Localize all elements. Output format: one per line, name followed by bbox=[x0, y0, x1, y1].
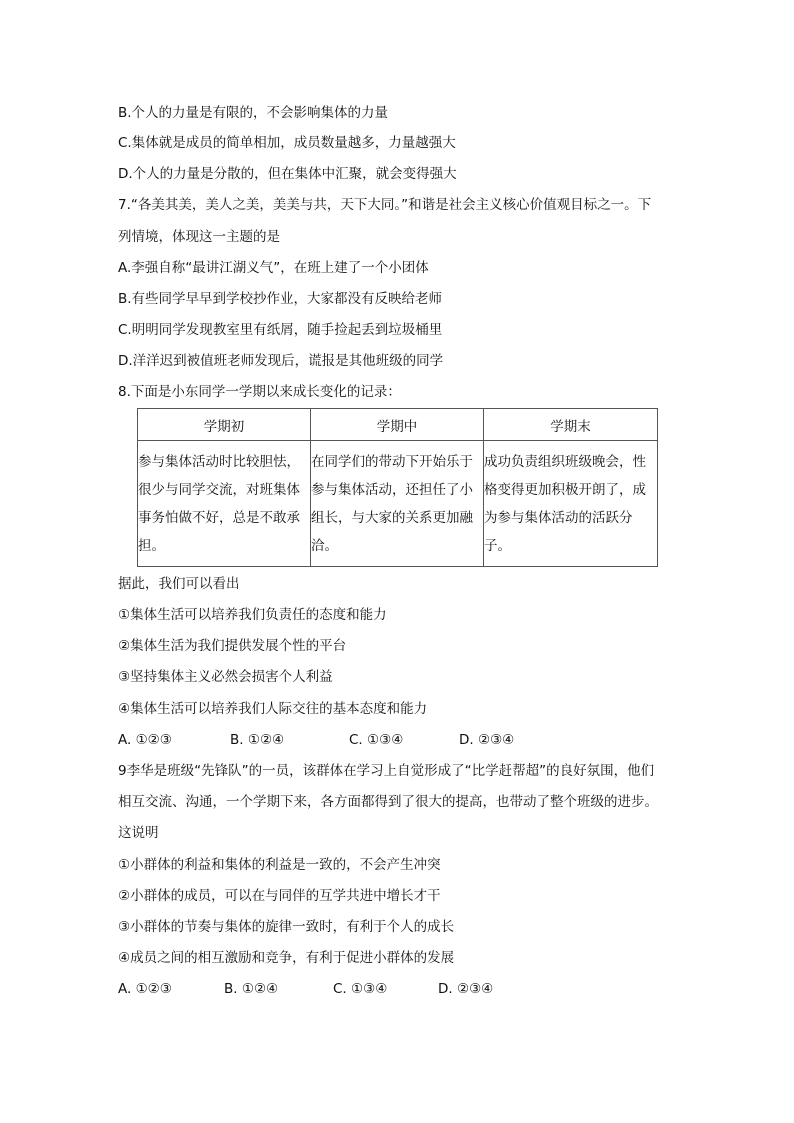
table-header-cell: 学期末 bbox=[484, 409, 658, 441]
q9-item-2: ②小群体的成员，可以在与同伴的互学共进中增长才干 bbox=[118, 888, 441, 904]
table-cell-middle: 在同学们的带动下开始乐于参与集体活动，还担任了小组长，与大家的关系更加融洽。 bbox=[311, 441, 484, 567]
q9-option-a: A. ①②③ bbox=[118, 981, 172, 997]
growth-record-table bbox=[137, 408, 658, 567]
q9-option-d: D. ②③④ bbox=[438, 981, 494, 997]
table-header-cell: 学期初 bbox=[138, 409, 311, 441]
table-cell-start: 参与集体活动时比较胆怯，很少与同学交流，对班集体事务怕做不好，总是不敢承担。 bbox=[138, 441, 311, 567]
table-cell-end: 成功负责组织班级晚会，性格变得更加积极开朗了，成为参与集体活动的活跃分子。 bbox=[484, 441, 658, 567]
q7-option-b: B.有些同学早早到学校抄作业，大家都没有反映给老师 bbox=[118, 291, 443, 307]
q7-stem-line-1: 7.“各美其美，美人之美，美美与共，天下大同。”和谐是社会主义核心价值观目标之一。下 bbox=[118, 197, 652, 213]
q9-item-1: ①小群体的利益和集体的利益是一致的，不会产生冲突 bbox=[118, 857, 441, 873]
q7-option-a: A.李强自称“最讲江湖义气”，在班上建了一个小团体 bbox=[118, 260, 429, 276]
q8-item-1: ①集体生活可以培养我们负责任的态度和能力 bbox=[118, 607, 387, 623]
table-row bbox=[138, 441, 658, 567]
q7-option-c: C.明明同学发现教室里有纸屑，随手捡起丢到垃圾桶里 bbox=[118, 322, 443, 338]
q9-stem-line-3: 这说明 bbox=[118, 825, 159, 841]
q8-item-4: ④集体生活可以培养我们人际交往的基本态度和能力 bbox=[118, 701, 428, 717]
q8-option-b: B. ①②④ bbox=[230, 732, 285, 748]
table-header-cell: 学期中 bbox=[311, 409, 484, 441]
q9-option-c: C. ①③④ bbox=[333, 981, 388, 997]
q7-option-d: D.洋洋迟到被值班老师发现后，谎报是其他班级的同学 bbox=[118, 353, 444, 369]
q8-option-d: D. ②③④ bbox=[459, 732, 515, 748]
q7-stem-line-2: 列情境，体现这一主题的是 bbox=[118, 229, 280, 245]
q9-option-b: B. ①②④ bbox=[224, 981, 279, 997]
q6-option-b: B.个人的力量是有限的，不会影响集体的力量 bbox=[118, 105, 389, 121]
q9-stem-line-1: 9李华是班级“先锋队”的一员，该群体在学习上自觉形成了“比学赶帮超”的良好氛围，他们 bbox=[118, 763, 655, 779]
q9-item-4: ④成员之间的相互激励和竞争，有利于促进小群体的发展 bbox=[118, 950, 455, 966]
q8-option-a: A. ①②③ bbox=[118, 732, 172, 748]
q6-option-c: C.集体就是成员的简单相加，成员数量越多，力量越强大 bbox=[118, 135, 456, 151]
q8-item-3: ③坚持集体主义必然会损害个人利益 bbox=[118, 669, 333, 685]
q8-stem: 8.下面是小东同学一学期以来成长变化的记录： bbox=[118, 384, 401, 400]
q8-item-2: ②集体生活为我们提供发展个性的平台 bbox=[118, 638, 347, 654]
q9-stem-line-2: 相互交流、沟通，一个学期下来，各方面都得到了很大的提高，也带动了整个班级的进步。 bbox=[118, 794, 658, 810]
q6-option-d: D.个人的力量是分散的，但在集体中汇聚，就会变得强大 bbox=[118, 166, 457, 182]
table-header-row bbox=[138, 409, 658, 441]
q8-option-c: C. ①③④ bbox=[349, 732, 404, 748]
q9-item-3: ③小群体的节奏与集体的旋律一致时，有利于个人的成长 bbox=[118, 919, 455, 935]
q8-conclusion: 据此，我们可以看出 bbox=[118, 576, 240, 592]
